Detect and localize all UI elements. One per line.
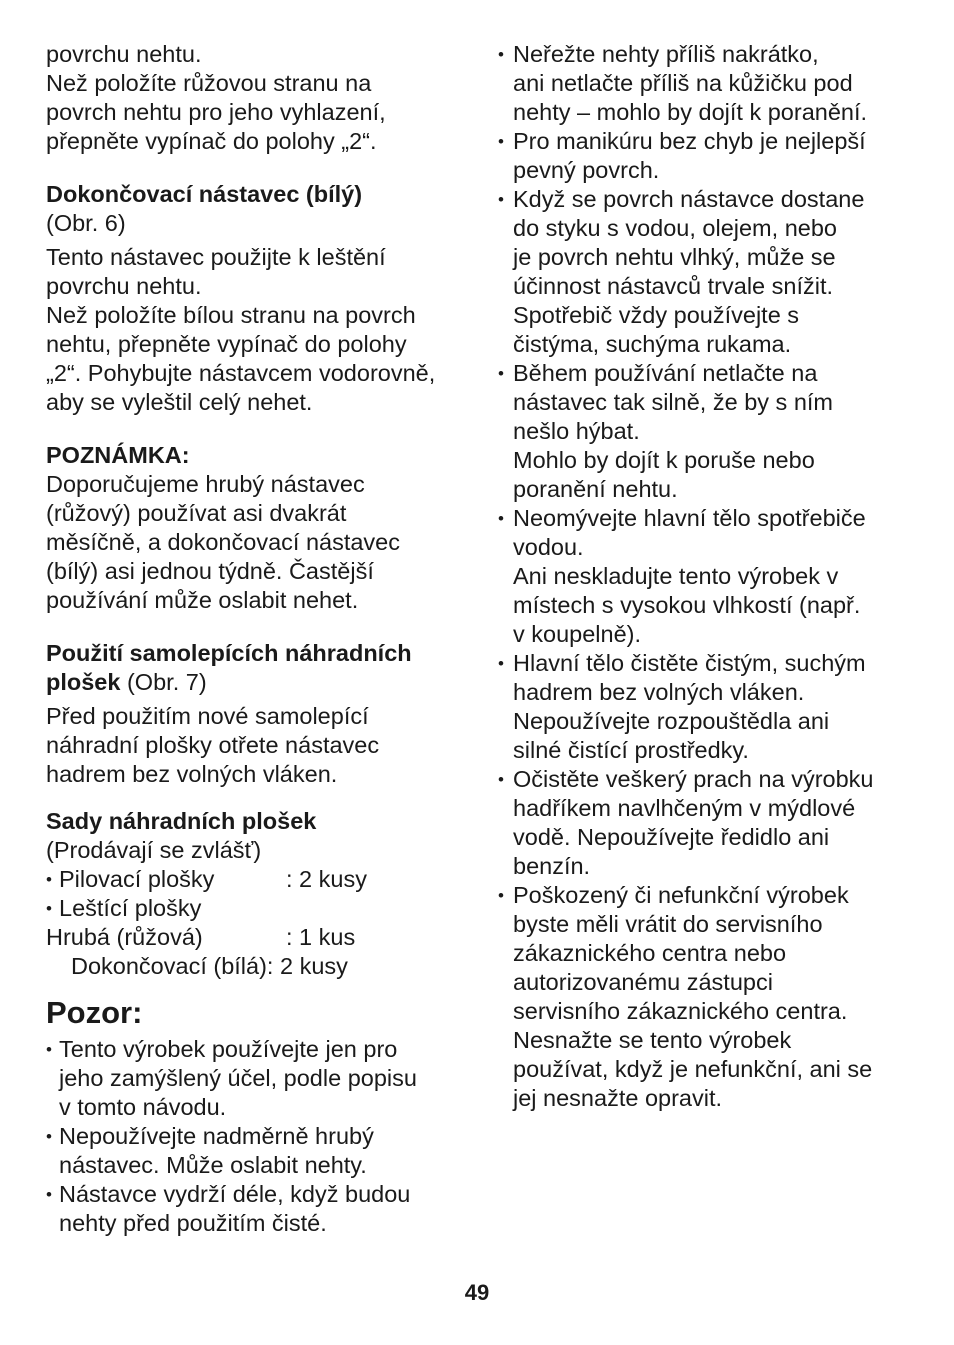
caution-bullet xyxy=(46,1035,466,1122)
text-line: nástavec tak silně, že by s ním xyxy=(513,389,834,415)
sets-item xyxy=(46,865,466,894)
adhesive-paragraph xyxy=(46,702,466,789)
text-line: místech s vysokou vlhkostí (např. xyxy=(513,592,861,618)
finishing-fig-ref: (Obr. 6) xyxy=(46,210,126,236)
text-line: Nástavce vydrží déle, když budou xyxy=(59,1181,411,1207)
text-line: jeho zamýšlený účel, podle popisu xyxy=(59,1065,417,1091)
text-line: Spotřebič vždy používejte s xyxy=(513,302,800,328)
text-line: používat, když je nefunkční, ani se xyxy=(513,1056,873,1082)
right-column xyxy=(498,40,918,1113)
sets-item-label: Leštící plošky xyxy=(59,895,202,921)
caution-bullet xyxy=(498,185,918,359)
text-line: hadříkem navlhčeným v mýdlové xyxy=(513,795,856,821)
text-line: Než položíte růžovou stranu na xyxy=(46,70,372,96)
finishing-paragraph xyxy=(46,243,466,417)
note-title: POZNÁMKA: xyxy=(46,442,190,468)
text-line: Pro manikúru bez chyb je nejlepší xyxy=(513,128,866,154)
page-number: 49 xyxy=(464,1280,490,1305)
text-line: náhradní plošky otřete nástavec xyxy=(46,732,380,758)
text-line: Během používání netlačte na xyxy=(513,360,818,386)
sets-title: Sady náhradních plošek xyxy=(46,808,317,834)
text-line: nehty – mohlo by dojít k poranění. xyxy=(513,99,868,125)
text-line: nástavec. Může oslabit nehty. xyxy=(59,1152,367,1178)
sets-subitem: Dokončovací (bílá): 2 kusy xyxy=(71,953,348,979)
text-line: pevný povrch. xyxy=(513,157,660,183)
text-line: Před použitím nové samolepící xyxy=(46,703,369,729)
caution-bullet xyxy=(498,504,918,649)
text-line: nehtu, přepněte vypínač do polohy xyxy=(46,331,407,357)
caution-bullet xyxy=(498,359,918,504)
text-line: byste měli vrátit do servisního xyxy=(513,911,823,937)
text-line: Doporučujeme hrubý nástavec xyxy=(46,471,365,497)
text-line: účinnost nástavců trvale snížit. xyxy=(513,273,834,299)
sets-item xyxy=(46,894,466,923)
text-line: zákaznického centra nebo xyxy=(513,940,787,966)
text-line: Než položíte bílou stranu na povrch xyxy=(46,302,416,328)
note-section xyxy=(46,441,466,615)
caution-bullet xyxy=(498,881,918,1113)
sets-subitem-label: Hrubá (růžová) xyxy=(46,924,203,950)
sets-subitem xyxy=(46,923,466,952)
text-line: (bílý) asi jednou týdně. Častější xyxy=(46,558,374,584)
text-line: v koupelně). xyxy=(513,621,642,647)
adhesive-heading xyxy=(46,639,466,697)
text-line: Hlavní tělo čistěte čistým, suchým xyxy=(513,650,866,676)
text-line: měsíčně, a dokončovací nástavec xyxy=(46,529,401,555)
text-line: čistýma, suchýma rukama. xyxy=(513,331,792,357)
text-line: Nesnažte se tento výrobek xyxy=(513,1027,792,1053)
caution-bullet xyxy=(46,1122,466,1180)
text-line: přepněte vypínač do polohy „2“. xyxy=(46,128,377,154)
intro-paragraph xyxy=(46,40,466,156)
text-line: servisního zákaznického centra. xyxy=(513,998,848,1024)
text-line: hadrem bez volných vláken. xyxy=(513,679,805,705)
caution-title: Pozor: xyxy=(46,995,143,1030)
text-line: Neomývejte hlavní tělo spotřebiče xyxy=(513,505,866,531)
caution-bullet xyxy=(498,649,918,765)
text-line: povrchu nehtu. xyxy=(46,273,202,299)
text-line: benzín. xyxy=(513,853,591,879)
sets-item-label: • Pilovací plošky xyxy=(59,866,215,892)
text-line: poranění nehtu. xyxy=(513,476,678,502)
text-line: silné čistící prostředky. xyxy=(513,737,749,763)
text-line: (růžový) používat asi dvakrát xyxy=(46,500,347,526)
text-line: Neřežte nehty příliš nakrátko, xyxy=(513,41,819,67)
caution-bullet xyxy=(46,1180,466,1238)
text-line: v tomto návodu. xyxy=(59,1094,227,1120)
text-line: Nepoužívejte rozpouštědla ani xyxy=(513,708,830,734)
left-column xyxy=(46,40,466,1238)
adhesive-title: Použití samolepících náhradních xyxy=(46,640,412,666)
sets-subitem-value: : 1 kus xyxy=(286,924,356,950)
caution-bullet xyxy=(498,765,918,881)
text-line: ani netlačte příliš na kůžičku pod xyxy=(513,70,853,96)
text-line: používání může oslabit nehet. xyxy=(46,587,359,613)
text-line: Tento výrobek používejte jen pro xyxy=(59,1036,398,1062)
finishing-title: Dokončovací nástavec (bílý) xyxy=(46,181,363,207)
text-line: autorizovanému zástupci xyxy=(513,969,773,995)
text-line: Mohlo by dojít k poruše nebo xyxy=(513,447,815,473)
sets-subtitle: (Prodávají se zvlášť) xyxy=(46,837,262,863)
text-line: je povrch nehtu vlhký, může se xyxy=(513,244,836,270)
text-line: vodě. Nepoužívejte ředidlo ani xyxy=(513,824,830,850)
text-line: Ani neskladujte tento výrobek v xyxy=(513,563,839,589)
text-line: „2“. Pohybujte nástavcem vodorovně, xyxy=(46,360,436,386)
text-line: hadrem bez volných vláken. xyxy=(46,761,338,787)
caution-bullet xyxy=(498,127,918,185)
adhesive-fig-ref: (Obr. 7) xyxy=(126,669,207,695)
finishing-heading xyxy=(46,180,466,238)
replacement-sets xyxy=(46,807,466,981)
text-line: nehty před použitím čisté. xyxy=(59,1210,327,1236)
text-line: vodou. xyxy=(513,534,584,560)
sets-item-value: : 2 kusy xyxy=(286,866,367,892)
text-line: jej nesnažte opravit. xyxy=(513,1085,723,1111)
text-line: Poškozený či nefunkční výrobek xyxy=(513,882,849,908)
text-line: do styku s vodou, olejem, nebo xyxy=(513,215,837,241)
caution-bullet xyxy=(498,40,918,127)
text-line: Nepoužívejte nadměrně hrubý xyxy=(59,1123,374,1149)
text-line: nešlo hýbat. xyxy=(513,418,640,444)
text-line: povrch nehtu pro jeho vyhlazení, xyxy=(46,99,386,125)
text-line: Očistěte veškerý prach na výrobku xyxy=(513,766,874,792)
text-line: aby se vyleštil celý nehet. xyxy=(46,389,313,415)
text-line: Tento nástavec použijte k leštění xyxy=(46,244,386,270)
text-line: povrchu nehtu. xyxy=(46,41,202,67)
adhesive-title-cont: plošek xyxy=(46,669,121,695)
text-line: Když se povrch nástavce dostane xyxy=(513,186,865,212)
